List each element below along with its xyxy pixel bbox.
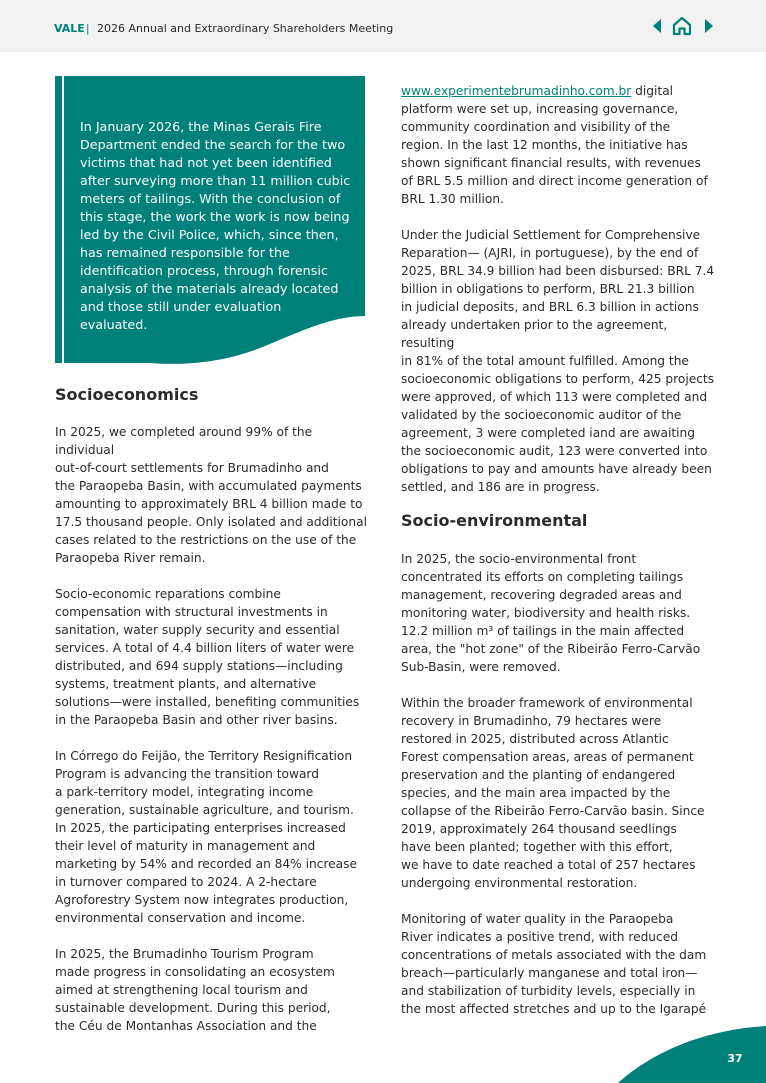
reparation-text [401, 82, 716, 496]
previous-arrow-icon [651, 18, 663, 34]
paragraph [401, 82, 716, 208]
previous-page-button[interactable] [645, 14, 669, 38]
home-button[interactable] [669, 14, 695, 38]
callout-text: In January 2026, the Minas Gerais Fire Department ended the search for the two victims that had not yet been identified after surveying more than 11 million cubic meters of tailings. With the conclusion of this stage, the work the work is now being led by the Civil Police, which, since then, has remained responsible for the identification process, through forensic analysis of the materials already located and those still under evaluation evaluated. [80, 119, 351, 332]
paragraph: Socio-economic reparations combine compensation with structural investments in sanitation, water supply security and essential services. A total of 4.4 billion liters of water were distributed, and 694 supply stations—including systems, treatment plants, and alternative solutions—were installed, benefiting communities in the Paraopeba Basin and other river basins. [55, 587, 360, 727]
paragraph: Within the broader framework of environmental recovery in Brumadinho, 79 hectares were restored in 2025, distributed across Atlantic Forest compensation areas, areas of permanent preservation and the planting of endangered species, and the main area impacted by the collapse of the Ribeirão Ferro-Carvão basin. Since 2019, approximately 264 thousand seedlings have been planted; together with this effort, we have to date reached a total of 257 hectares undergoing environmental restoration. [401, 696, 705, 890]
brand-name: VALE [54, 22, 85, 35]
document-header [54, 22, 393, 35]
socioeconomics-text [55, 423, 367, 1035]
socioeconomics-heading: Socioeconomics [55, 385, 199, 404]
next-page-button[interactable] [697, 14, 721, 38]
paragraph: In 2025, the socio-environmental front concentrated its efforts on completing tailings management, recovering degraded areas and monitoring water, biodiversity and health risks. 12.2 million m³ of tailings in the main affected area, the "hot zone" of the Ribeirão Ferro-Carvão Sub-Basin, were removed. [401, 552, 701, 674]
document-title: 2026 Annual and Extraordinary Shareholders Meeting [97, 22, 394, 35]
paragraph-continuation: digital platform were set up, increasing governance, community coordination and visibility of the region. In the last 12 months, the initiative has shown significant financial results, with revenues of BRL 5.5 million and direct income generation of BRL 1.30 million. [401, 84, 708, 206]
socio-environmental-text [401, 550, 716, 1018]
paragraph: In Córrego do Feijão, the Territory Resignification Program is advancing the transition toward a park-territory model, integrating income generation, sustainable agriculture, and tourism. In 2025, the participating enterprises increased their level of maturity in management and marketing by 54% and recorded an 84% increase in turnover compared to 2024. A 2-hectare Agroforestry System now integrates production, environmental conservation and income. [55, 749, 357, 925]
website-link[interactable]: www.experimentebrumadinho.com.br [401, 84, 632, 98]
socio-environmental-heading: Socio-environmental [401, 511, 588, 530]
paragraph: In 2025, we completed around 99% of the individual out-of-court settlements for Brumadinho and the Paraopeba Basin, with accumulated payments amounting to approximately BRL 4 billion made to 17.5 thousand people. Only isolated and additional cases related to the restrictions on the use of the Paraopeba River remain. [55, 425, 367, 565]
next-arrow-icon [703, 18, 715, 34]
home-icon [671, 15, 693, 37]
header-separator: | [85, 22, 90, 35]
page-number: 37 [727, 1052, 743, 1065]
paragraph: In 2025, the Brumadinho Tourism Program made progress in consolidating an ecosystem aimed at strengthening local tourism and sustainable development. During this period, the Céu de Montanhas Association and the [55, 947, 335, 1033]
paragraph: Monitoring of water quality in the Paraopeba River indicates a positive trend, with reduced concentrations of metals associated with the dam breach—particularly manganese and total iron— and stabilization of turbidity levels, especially in the most affected stretches and up to the Igarapé [401, 912, 707, 1016]
paragraph: Under the Judicial Settlement for Comprehensive Reparation— (AJRI, in portuguese), by the end of 2025, BRL 34.9 billion had been disbursed: BRL 7.4 billion in obligations to perform, BRL 21.3 billion in judicial deposits, and BRL 6.3 billion in actions already undertaken prior to the agreement, resulting in 81% of the total amount fulfilled. Among the socioeconomic obligations to perform, 425 projects were approved, of which 113 were completed and validated by the socioeconomic auditor of the agreement, 3 were completed iand are awaiting the socioeconomic audit, 123 were converted into obligations to pay and amounts have already been settled, and 186 are in progress. [401, 228, 715, 494]
